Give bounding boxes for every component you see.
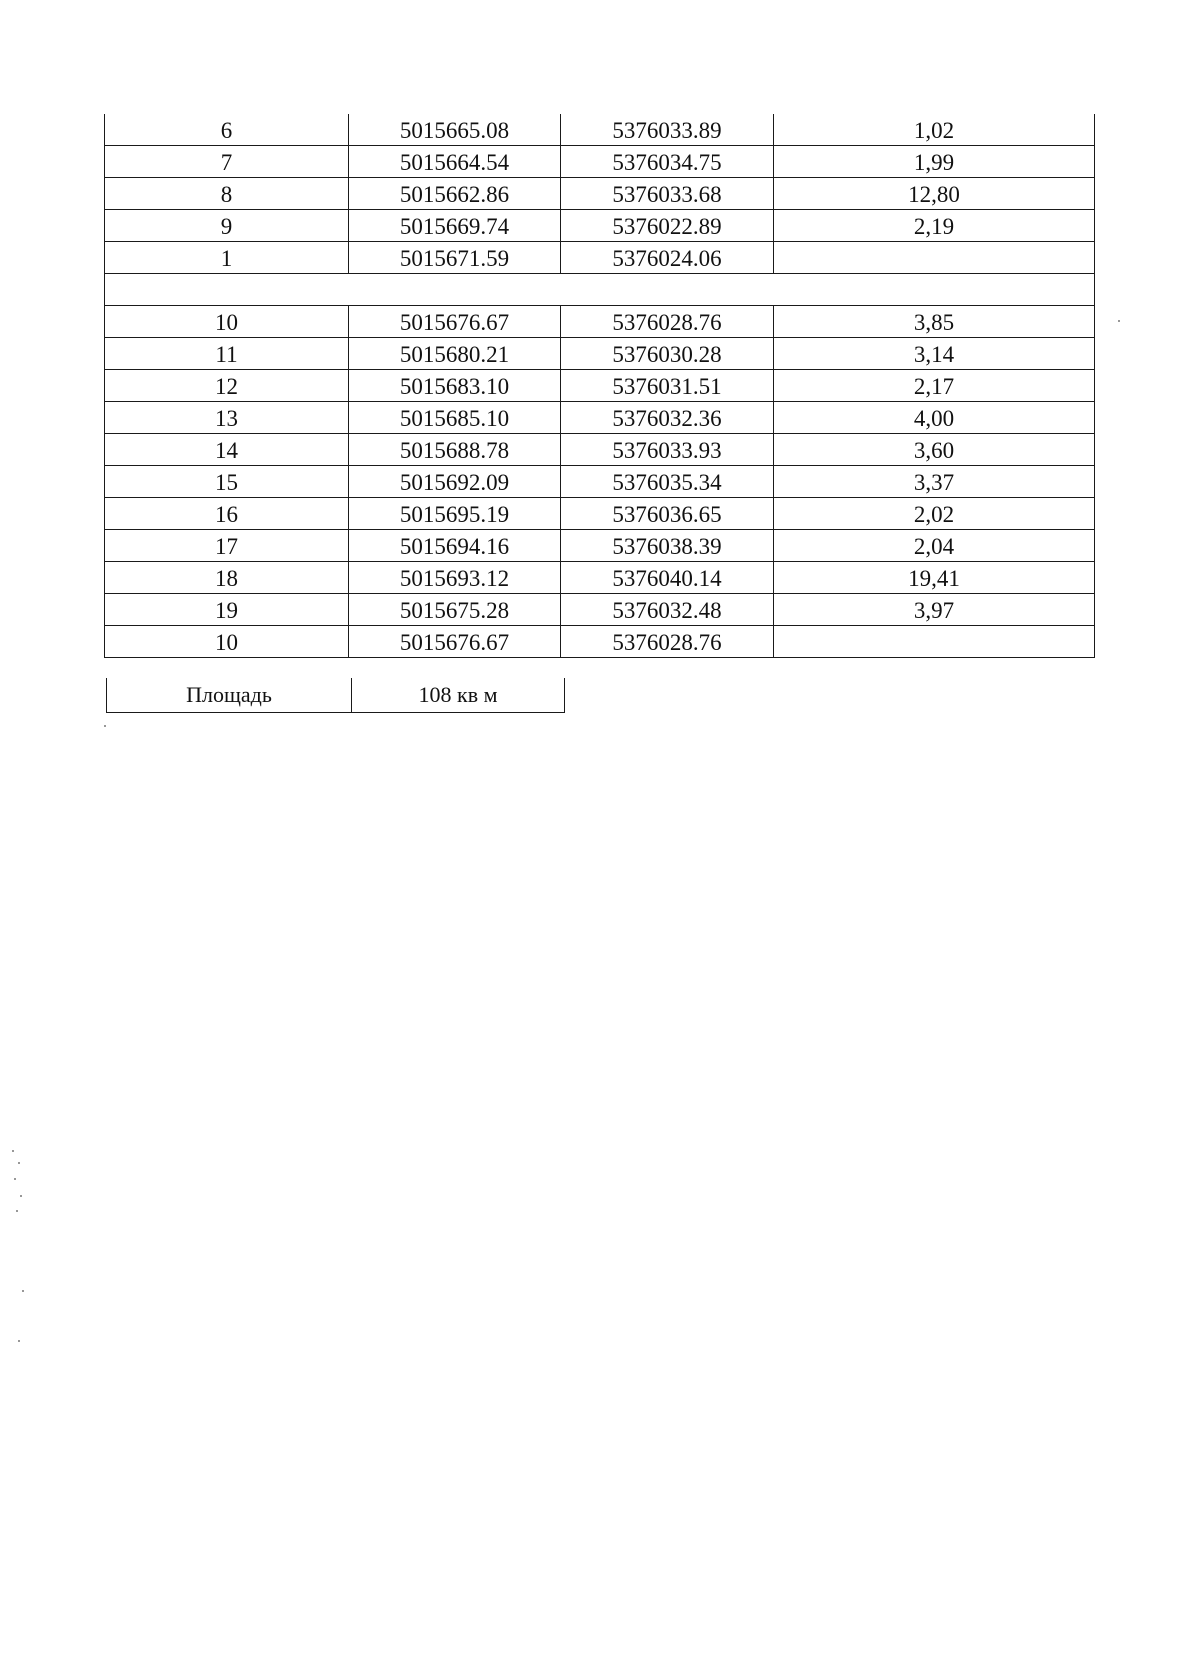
y-coordinate-cell: 5376031.51: [561, 370, 774, 402]
table-row: [105, 562, 1095, 594]
scan-speck: [18, 1340, 20, 1342]
table-row: [105, 306, 1095, 338]
x-coordinate-cell: 5015669.74: [349, 210, 561, 242]
y-coordinate-cell: 5376024.06: [561, 242, 774, 274]
x-coordinate-cell: 5015662.86: [349, 178, 561, 210]
point-number-cell: 9: [105, 210, 349, 242]
point-number-cell: 7: [105, 146, 349, 178]
segment-length-cell: 1,99: [774, 146, 1095, 178]
segment-length-cell: 3,97: [774, 594, 1095, 626]
segment-length-cell: 12,80: [774, 178, 1095, 210]
x-coordinate-cell: 5015694.16: [349, 530, 561, 562]
y-coordinate-cell: 5376030.28: [561, 338, 774, 370]
x-coordinate-cell: 5015665.08: [349, 114, 561, 146]
table-row: [105, 626, 1095, 658]
x-coordinate-cell: 5015664.54: [349, 146, 561, 178]
segment-length-cell: 3,85: [774, 306, 1095, 338]
table-row: [105, 242, 1095, 274]
x-coordinate-cell: 5015692.09: [349, 466, 561, 498]
point-number-cell: 6: [105, 114, 349, 146]
y-coordinate-cell: 5376035.34: [561, 466, 774, 498]
table-row: [105, 178, 1095, 210]
point-number-cell: 16: [105, 498, 349, 530]
segment-length-cell: [774, 626, 1095, 658]
point-number-cell: 12: [105, 370, 349, 402]
area-value: 108 кв м: [352, 678, 565, 713]
y-coordinate-cell: 5376032.48: [561, 594, 774, 626]
x-coordinate-cell: 5015675.28: [349, 594, 561, 626]
table-row: [105, 114, 1095, 146]
x-coordinate-cell: 5015676.67: [349, 626, 561, 658]
y-coordinate-cell: 5376033.89: [561, 114, 774, 146]
segment-length-cell: 2,19: [774, 210, 1095, 242]
point-number-cell: 19: [105, 594, 349, 626]
point-number-cell: 10: [105, 626, 349, 658]
point-number-cell: 13: [105, 402, 349, 434]
table-row: [105, 402, 1095, 434]
segment-length-cell: 3,60: [774, 434, 1095, 466]
x-coordinate-cell: 5015693.12: [349, 562, 561, 594]
y-coordinate-cell: 5376036.65: [561, 498, 774, 530]
group-separator-row: [105, 274, 1095, 306]
x-coordinate-cell: 5015683.10: [349, 370, 561, 402]
table-row: [105, 210, 1095, 242]
area-row: [107, 678, 565, 713]
y-coordinate-cell: 5376033.93: [561, 434, 774, 466]
table-row: [105, 594, 1095, 626]
coordinates-table: [104, 114, 1095, 658]
y-coordinate-cell: 5376028.76: [561, 626, 774, 658]
x-coordinate-cell: 5015676.67: [349, 306, 561, 338]
segment-length-cell: 4,00: [774, 402, 1095, 434]
y-coordinate-cell: 5376034.75: [561, 146, 774, 178]
scan-speck: [12, 1150, 14, 1152]
segment-length-cell: 2,04: [774, 530, 1095, 562]
table-row: [105, 338, 1095, 370]
y-coordinate-cell: 5376038.39: [561, 530, 774, 562]
table-row: [105, 498, 1095, 530]
segment-length-cell: 1,02: [774, 114, 1095, 146]
point-number-cell: 10: [105, 306, 349, 338]
segment-length-cell: 3,37: [774, 466, 1095, 498]
point-number-cell: 1: [105, 242, 349, 274]
x-coordinate-cell: 5015695.19: [349, 498, 561, 530]
table-row: [105, 146, 1095, 178]
area-label: Площадь: [107, 678, 352, 713]
group-separator-cell: [105, 274, 1095, 306]
segment-length-cell: 2,17: [774, 370, 1095, 402]
point-number-cell: 18: [105, 562, 349, 594]
scan-speck: [22, 1290, 24, 1292]
scan-speck: [16, 1210, 18, 1212]
point-number-cell: 14: [105, 434, 349, 466]
table-row: [105, 370, 1095, 402]
x-coordinate-cell: 5015671.59: [349, 242, 561, 274]
y-coordinate-cell: 5376028.76: [561, 306, 774, 338]
x-coordinate-cell: 5015685.10: [349, 402, 561, 434]
scan-speck: [14, 1178, 16, 1180]
scan-speck: [18, 1162, 20, 1164]
segment-length-cell: 3,14: [774, 338, 1095, 370]
point-number-cell: 17: [105, 530, 349, 562]
scan-speck: [104, 725, 106, 727]
point-number-cell: 15: [105, 466, 349, 498]
scan-speck: [1118, 320, 1120, 322]
point-number-cell: 11: [105, 338, 349, 370]
coordinates-table-body: [105, 114, 1095, 658]
point-number-cell: 8: [105, 178, 349, 210]
x-coordinate-cell: 5015688.78: [349, 434, 561, 466]
segment-length-cell: 2,02: [774, 498, 1095, 530]
table-row: [105, 530, 1095, 562]
segment-length-cell: [774, 242, 1095, 274]
y-coordinate-cell: 5376022.89: [561, 210, 774, 242]
y-coordinate-cell: 5376032.36: [561, 402, 774, 434]
segment-length-cell: 19,41: [774, 562, 1095, 594]
table-row: [105, 434, 1095, 466]
y-coordinate-cell: 5376033.68: [561, 178, 774, 210]
area-table: [106, 678, 565, 713]
x-coordinate-cell: 5015680.21: [349, 338, 561, 370]
scan-speck: [20, 1195, 22, 1197]
table-row: [105, 466, 1095, 498]
y-coordinate-cell: 5376040.14: [561, 562, 774, 594]
